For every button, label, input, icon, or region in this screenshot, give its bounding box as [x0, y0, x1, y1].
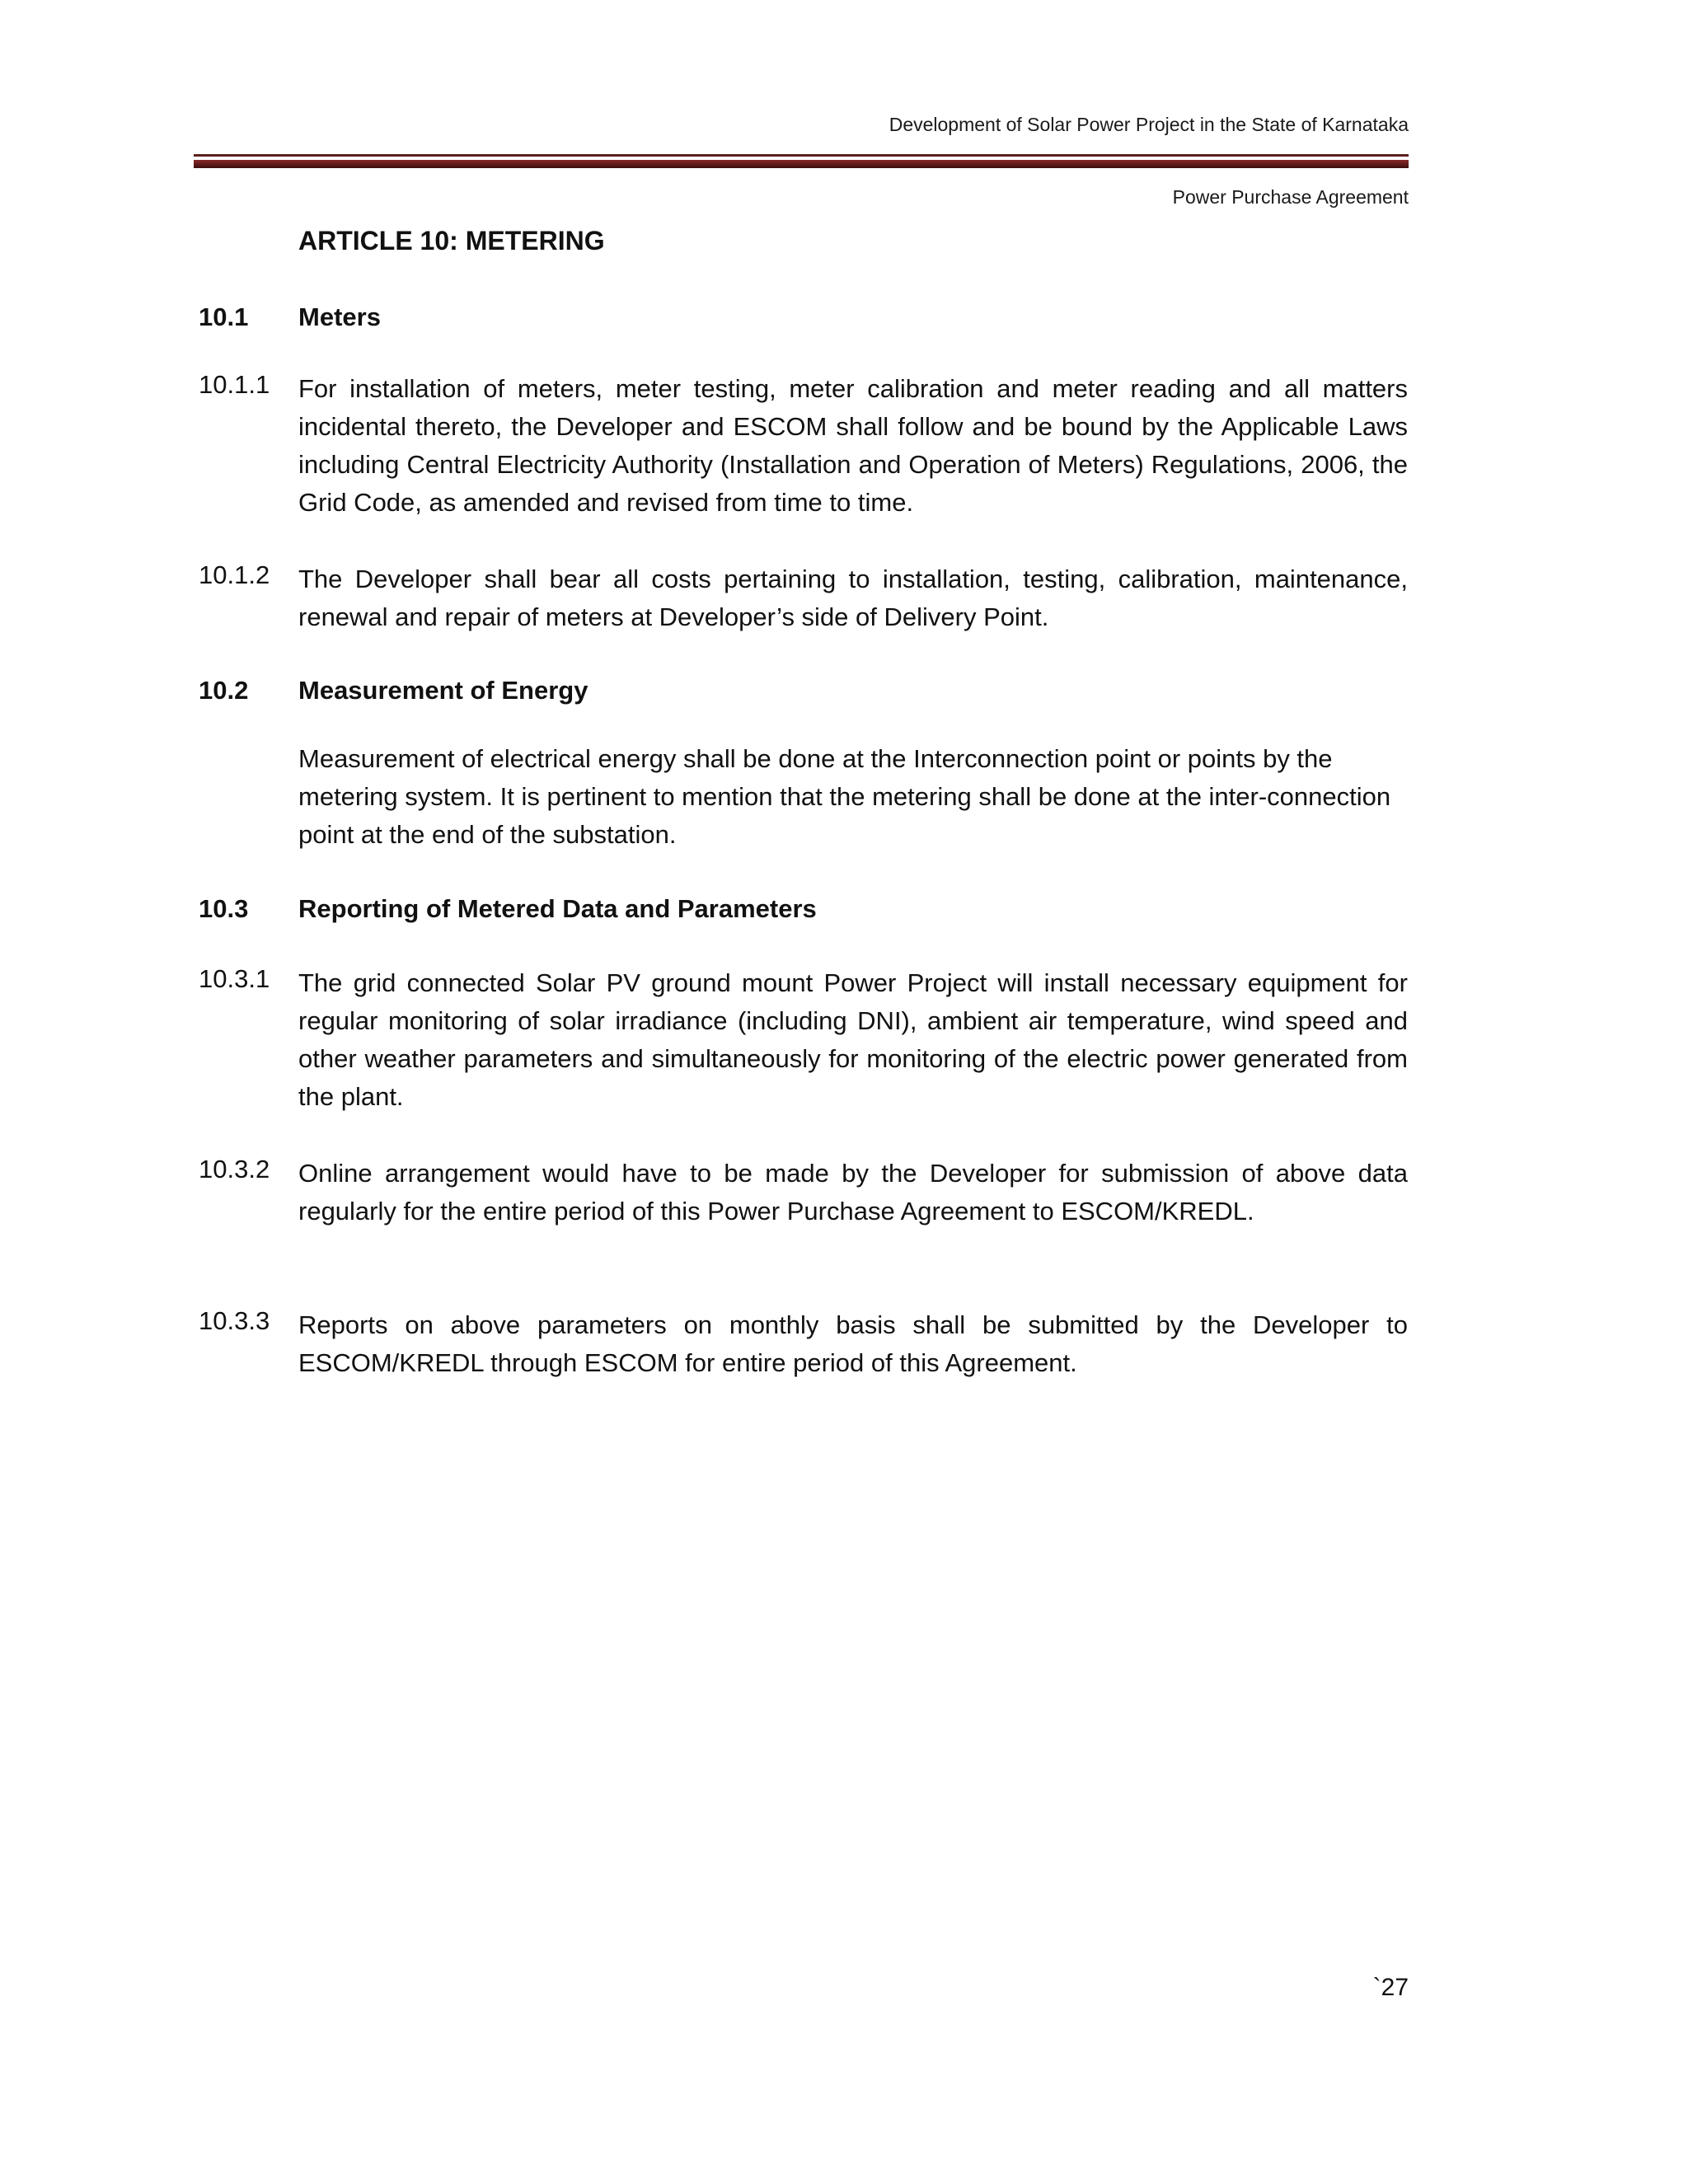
- section-text-10-1-1: For installation of meters, meter testing, meter calibration and meter reading and all matters incidental thereto, the Developer and ESCOM shall follow and be bound by the Applicable Laws including Central Electricity Authority (Installation and Operation of Meters) Regulations, 2006, the Grid Code, as amended and revised from time to time.: [298, 374, 1408, 517]
- section-text-10-3-2: Online arrangement would have to be made by the Developer for submission of above data regularly for the entire period of this Power Purchase Agreement to ESCOM/KREDL.: [298, 1159, 1408, 1226]
- section-number-10-1-2: 10.1.2: [199, 560, 270, 589]
- header-rule-thin: [194, 154, 1409, 157]
- section-text-10-3-3: Reports on above parameters on monthly basis shall be submitted by the Developer to ESCOM/KREDL through ESCOM for entire period of this Agreement.: [298, 1310, 1408, 1377]
- article-title: ARTICLE 10: METERING: [298, 226, 605, 255]
- section-heading-10-1: Meters: [298, 302, 381, 331]
- section-heading-10-3: Reporting of Metered Data and Parameters: [298, 894, 817, 923]
- section-text-10-1-2: The Developer shall bear all costs pertaining to installation, testing, calibration, maintenance, renewal and repair of meters at Developer’s side of Delivery Point.: [298, 565, 1408, 631]
- section-heading-10-2: Measurement of Energy: [298, 676, 588, 705]
- header-rule-thick: [194, 160, 1409, 168]
- section-number-10-3-1: 10.3.1: [199, 964, 270, 993]
- section-text-10-3-1: The grid connected Solar PV ground mount Power Project will install necessary equipment for regular monitoring of solar irradiance (including DNI), ambient air temperature, wind speed and other weather parameters and simultaneously for monitoring of the electric power generated from the plant.: [298, 968, 1408, 1111]
- header-subtitle: Power Purchase Agreement: [1172, 186, 1409, 208]
- section-number-10-3-2: 10.3.2: [199, 1155, 270, 1183]
- section-number-10-1: 10.1: [199, 302, 249, 331]
- page-number: `27: [1372, 1974, 1409, 2001]
- section-text-10-2: Measurement of electrical energy shall be done at the Interconnection point or points by the metering system. It is pertinent to mention that the metering shall be done at the inter-connection point at the end of the substation.: [298, 744, 1391, 849]
- section-number-10-2: 10.2: [199, 676, 249, 705]
- header-title: Development of Solar Power Project in the State of Karnataka: [889, 114, 1409, 135]
- section-number-10-1-1: 10.1.1: [199, 370, 270, 399]
- section-number-10-3: 10.3: [199, 894, 249, 923]
- section-number-10-3-3: 10.3.3: [199, 1306, 270, 1335]
